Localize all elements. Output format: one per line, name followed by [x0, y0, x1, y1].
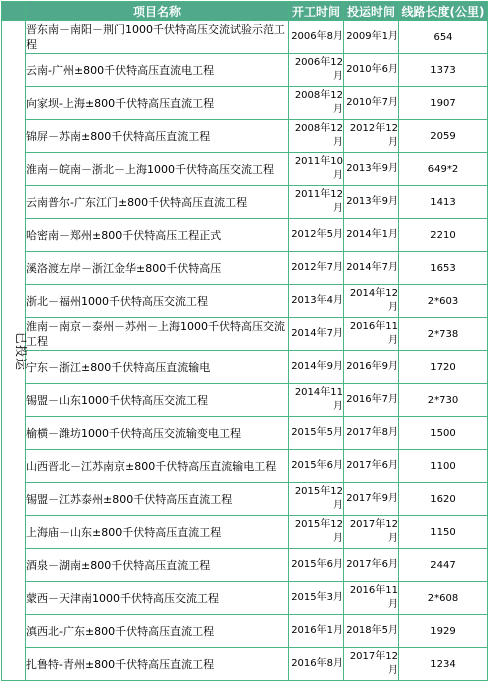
table-row — [2, 417, 488, 450]
operate-time-cell: 2018年5月 — [344, 615, 399, 648]
operate-time-cell: 2016年11月 — [344, 318, 399, 351]
line-length-cell: 2*603 — [399, 285, 488, 318]
line-length-cell: 649*2 — [399, 153, 488, 186]
table-row — [2, 285, 488, 318]
project-name-cell: 蒙西－天津南1000千伏特高压交流工程 — [26, 582, 289, 615]
header-line-length: 线路长度(公里) — [399, 2, 488, 21]
header-row — [2, 2, 488, 21]
start-time-cell: 2012年7月 — [289, 252, 344, 285]
project-name-cell: 山西晋北－江苏南京±800千伏特高压直流输电工程 — [26, 450, 289, 483]
table-row — [2, 384, 488, 417]
start-time-cell: 2014年7月 — [289, 318, 344, 351]
line-length-cell: 1620 — [399, 483, 488, 516]
operate-time-cell: 2017年9月 — [344, 483, 399, 516]
table-row — [2, 219, 488, 252]
uhv-projects-table — [1, 1, 488, 681]
project-name-cell: 锡盟－山东1000千伏特高压交流工程 — [26, 384, 289, 417]
project-name-cell: 淮南－皖南－浙北－上海1000千伏特高压交流工程 — [26, 153, 289, 186]
line-length-cell: 1150 — [399, 516, 488, 549]
line-length-cell: 1720 — [399, 351, 488, 384]
table-wrapper — [1, 1, 488, 681]
operate-time-cell: 2013年9月 — [344, 186, 399, 219]
project-name-cell: 云南-广州±800千伏特高压直流电工程 — [26, 54, 289, 87]
operate-time-cell: 2017年8月 — [344, 417, 399, 450]
table-row — [2, 21, 488, 54]
table-row — [2, 153, 488, 186]
start-time-cell: 2011年12月 — [289, 186, 344, 219]
table-row — [2, 252, 488, 285]
start-time-cell: 2016年1月 — [289, 615, 344, 648]
table-row — [2, 549, 488, 582]
table-row — [2, 87, 488, 120]
table-row — [2, 516, 488, 549]
line-length-cell: 1413 — [399, 186, 488, 219]
table-row — [2, 318, 488, 351]
project-name-cell: 锡盟－江苏泰州±800千伏特高压直流工程 — [26, 483, 289, 516]
operate-time-cell: 2017年6月 — [344, 450, 399, 483]
start-time-cell: 2012年5月 — [289, 219, 344, 252]
header-status — [2, 2, 26, 21]
start-time-cell: 2015年6月 — [289, 450, 344, 483]
line-length-cell: 2059 — [399, 120, 488, 153]
table-row — [2, 582, 488, 615]
status-label: 已投运 — [14, 331, 29, 372]
start-time-cell: 2011年10月 — [289, 153, 344, 186]
start-time-cell: 2008年12月 — [289, 87, 344, 120]
operate-time-cell: 2017年6月 — [344, 549, 399, 582]
project-name-cell: 扎鲁特-青州±800千伏特高压直流工程 — [26, 648, 289, 681]
project-name-cell: 上海庙－山东±800千伏特高压直流工程 — [26, 516, 289, 549]
project-name-cell: 酒泉－湖南±800千伏特高压直流工程 — [26, 549, 289, 582]
table-row — [2, 186, 488, 219]
line-length-cell: 1907 — [399, 87, 488, 120]
project-name-cell: 锦屏－苏南±800千伏特高压直流工程 — [26, 120, 289, 153]
project-name-cell: 滇西北-广东±800千伏特高压直流工程 — [26, 615, 289, 648]
status-cell — [2, 21, 29, 681]
table-row — [2, 450, 488, 483]
start-time-cell: 2015年12月 — [289, 516, 344, 549]
line-length-cell: 1100 — [399, 450, 488, 483]
header-operate-time: 投运时间 — [344, 2, 399, 21]
start-time-cell: 2006年8月 — [289, 21, 344, 54]
line-length-cell: 1234 — [399, 648, 488, 681]
start-time-cell: 2015年3月 — [289, 582, 344, 615]
line-length-cell: 1500 — [399, 417, 488, 450]
operate-time-cell: 2017年12月 — [344, 516, 399, 549]
start-time-cell: 2015年6月 — [289, 549, 344, 582]
line-length-cell: 1373 — [399, 54, 488, 87]
start-time-cell: 2015年5月 — [289, 417, 344, 450]
operate-time-cell: 2010年6月 — [344, 54, 399, 87]
project-name-cell: 晋东南－南阳－荆门1000千伏特高压交流试验示范工程 — [26, 21, 289, 54]
table-body — [2, 21, 488, 681]
project-name-cell: 哈密南－郑州±800千伏特高压工程正式 — [26, 219, 289, 252]
line-length-cell: 1653 — [399, 252, 488, 285]
start-time-cell: 2015年12月 — [289, 483, 344, 516]
table-row — [2, 120, 488, 153]
line-length-cell: 2*738 — [399, 318, 488, 351]
operate-time-cell: 2014年7月 — [344, 252, 399, 285]
project-name-cell: 云南普尔-广东江门±800千伏特高压直流工程 — [26, 186, 289, 219]
project-name-cell: 浙北－福州1000千伏特高压交流工程 — [26, 285, 289, 318]
table-row — [2, 615, 488, 648]
line-length-cell: 2210 — [399, 219, 488, 252]
header-start-time: 开工时间 — [289, 2, 344, 21]
operate-time-cell: 2016年7月 — [344, 384, 399, 417]
line-length-cell: 1929 — [399, 615, 488, 648]
project-name-cell: 溪洛渡左岸－浙江金华±800千伏特高压 — [26, 252, 289, 285]
start-time-cell: 2016年8月 — [289, 648, 344, 681]
project-name-cell: 向家坝-上海±800千伏特高压直流工程 — [26, 87, 289, 120]
start-time-cell: 2013年4月 — [289, 285, 344, 318]
operate-time-cell: 2010年7月 — [344, 87, 399, 120]
table-row — [2, 351, 488, 384]
operate-time-cell: 2012年12月 — [344, 120, 399, 153]
line-length-cell: 654 — [399, 21, 488, 54]
operate-time-cell: 2009年1月 — [344, 21, 399, 54]
start-time-cell: 2014年11月 — [289, 384, 344, 417]
line-length-cell: 2447 — [399, 549, 488, 582]
start-time-cell: 2006年12月 — [289, 54, 344, 87]
operate-time-cell: 2013年9月 — [344, 153, 399, 186]
operate-time-cell: 2017年12月 — [344, 648, 399, 681]
line-length-cell: 2*730 — [399, 384, 488, 417]
table-row — [2, 648, 488, 681]
operate-time-cell: 2016年9月 — [344, 351, 399, 384]
project-name-cell: 淮南－南京－泰州－苏州－上海1000千伏特高压交流工程 — [26, 318, 289, 351]
operate-time-cell: 2014年1月 — [344, 219, 399, 252]
project-name-cell: 榆横－潍坊1000千伏特高压交流输变电工程 — [26, 417, 289, 450]
table-row — [2, 483, 488, 516]
operate-time-cell: 2016年11月 — [344, 582, 399, 615]
start-time-cell: 2014年9月 — [289, 351, 344, 384]
operate-time-cell: 2014年12月 — [344, 285, 399, 318]
table-row — [2, 54, 488, 87]
project-name-cell: 宁东－浙江±800千伏特高压直流输电 — [26, 351, 289, 384]
header-name: 项目名称 — [26, 2, 289, 21]
start-time-cell: 2008年12月 — [289, 120, 344, 153]
line-length-cell: 2*608 — [399, 582, 488, 615]
